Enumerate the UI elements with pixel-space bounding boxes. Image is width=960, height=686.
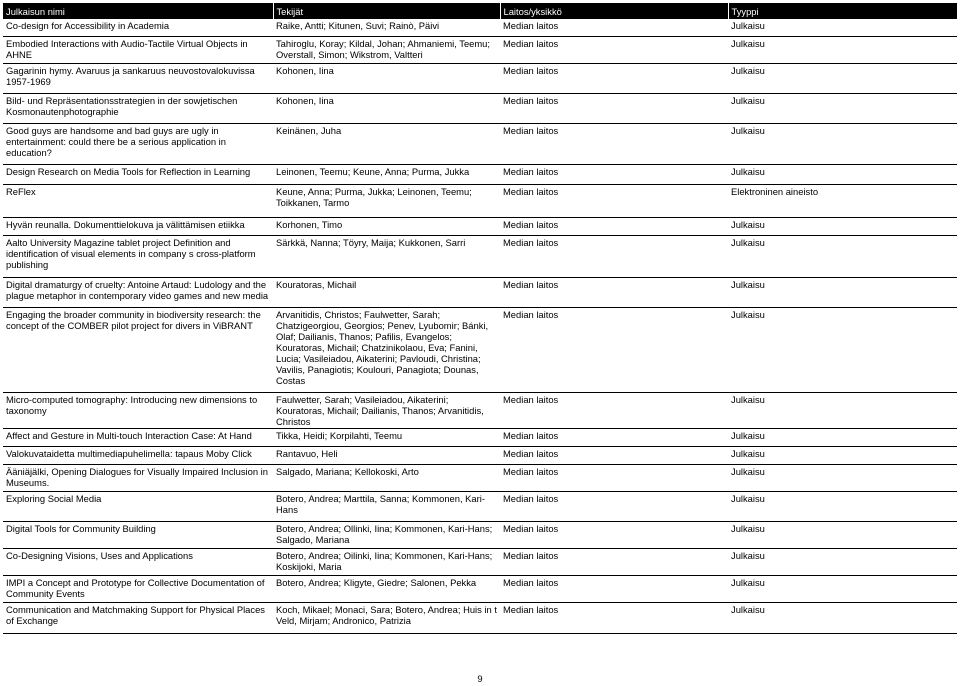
cell-type: Julkaisu — [728, 164, 957, 184]
cell-authors: Rantavuo, Heli — [273, 446, 500, 464]
cell-authors: Tahiroglu, Koray; Kildal, Johan; Ahmaniemi, Teemu; Overstall, Simon; Wikstrom, Valtteri — [273, 36, 500, 63]
cell-title: Communication and Matchmaking Support for Physical Places of Exchange — [3, 602, 273, 633]
header-type: Tyyppi — [728, 3, 957, 19]
table-row — [3, 235, 957, 277]
cell-department: Median laitos — [500, 464, 728, 491]
cell-department: Median laitos — [500, 19, 728, 36]
cell-authors: Koch, Mikael; Monaci, Sara; Botero, Andrea; Huis in t Veld, Mirjam; Andronico, Patrizia — [273, 602, 500, 633]
table-body — [3, 19, 957, 633]
cell-type: Julkaisu — [728, 602, 957, 633]
table-row — [3, 464, 957, 491]
cell-type: Julkaisu — [728, 277, 957, 307]
cell-authors: Salgado, Mariana; Kellokoski, Arto — [273, 464, 500, 491]
cell-authors: Tikka, Heidi; Korpilahti, Teemu — [273, 428, 500, 446]
cell-authors: Keune, Anna; Purma, Jukka; Leinonen, Teemu; Toikkanen, Tarmo — [273, 184, 500, 217]
cell-title: IMPI a Concept and Prototype for Collective Documentation of Community Events — [3, 575, 273, 602]
table-row — [3, 392, 957, 428]
cell-department: Median laitos — [500, 548, 728, 575]
cell-type: Elektroninen aineisto — [728, 184, 957, 217]
table-row — [3, 277, 957, 307]
cell-department: Median laitos — [500, 217, 728, 235]
cell-department: Median laitos — [500, 235, 728, 277]
cell-authors: Botero, Andrea; Oilinki, Iina; Kommonen, Kari-Hans; Koskijoki, Maria — [273, 548, 500, 575]
cell-type: Julkaisu — [728, 19, 957, 36]
cell-department: Median laitos — [500, 36, 728, 63]
table-row — [3, 184, 957, 217]
cell-department: Median laitos — [500, 491, 728, 521]
cell-authors: Arvanitidis, Christos; Faulwetter, Sarah; Chatzigeorgiou, Georgios; Penev, Lyubomir; Bánki, Olaf; Dailianis, Thanos; Pafilis, Evangelos; Kouratoras, Michail; Chatzinikolaou, Eva; Fanini, Lucia; Vasileiadou, Aikaterini; Pavloudi, Christina; Vavilis, Panagiotis; Koulouri, Panagiota; Dounas, Costas — [273, 307, 500, 392]
cell-authors: Raike, Antti; Kitunen, Suvi; Rainò, Päivi — [273, 19, 500, 36]
cell-title: Design Research on Media Tools for Reflection in Learning — [3, 164, 273, 184]
cell-type: Julkaisu — [728, 464, 957, 491]
cell-department: Median laitos — [500, 277, 728, 307]
cell-title: Engaging the broader community in biodiversity research: the concept of the COMBER pilot project for divers in ViBRANT — [3, 307, 273, 392]
cell-title: Co-Designing Visions, Uses and Applications — [3, 548, 273, 575]
cell-department: Median laitos — [500, 428, 728, 446]
cell-type: Julkaisu — [728, 392, 957, 428]
cell-title: Gagarinin hymy. Avaruus ja sankaruus neuvostovalokuvissa 1957-1969 — [3, 63, 273, 93]
table-row — [3, 36, 957, 63]
cell-authors: Leinonen, Teemu; Keune, Anna; Purma, Jukka — [273, 164, 500, 184]
cell-type: Julkaisu — [728, 307, 957, 392]
cell-type: Julkaisu — [728, 235, 957, 277]
cell-department: Median laitos — [500, 521, 728, 548]
cell-title: Good guys are handsome and bad guys are ugly in entertainment: could there be a serious application in education? — [3, 123, 273, 164]
cell-title: Hyvän reunalla. Dokumenttielokuva ja välittämisen etiikka — [3, 217, 273, 235]
cell-authors: Keinänen, Juha — [273, 123, 500, 164]
table-header-row — [3, 3, 957, 19]
cell-title: Co-design for Accessibility in Academia — [3, 19, 273, 36]
cell-department: Median laitos — [500, 446, 728, 464]
cell-department: Median laitos — [500, 123, 728, 164]
cell-authors: Kohonen, Iina — [273, 63, 500, 93]
cell-title: Exploring Social Media — [3, 491, 273, 521]
cell-type: Julkaisu — [728, 63, 957, 93]
table-row — [3, 491, 957, 521]
table-row — [3, 575, 957, 602]
cell-title: Digital Tools for Community Building — [3, 521, 273, 548]
table-row — [3, 548, 957, 575]
cell-title: Aalto University Magazine tablet project Definition and identification of visual elements in company s cross-platform publishing — [3, 235, 273, 277]
cell-type: Julkaisu — [728, 446, 957, 464]
cell-authors: Särkkä, Nanna; Töyry, Maija; Kukkonen, Sarri — [273, 235, 500, 277]
cell-department: Median laitos — [500, 602, 728, 633]
cell-title: Embodied Interactions with Audio-Tactile Virtual Objects in AHNE — [3, 36, 273, 63]
page-number: 9 — [477, 673, 483, 684]
header-title: Julkaisun nimi — [3, 3, 273, 19]
table-row — [3, 307, 957, 392]
table-row — [3, 521, 957, 548]
table-row — [3, 123, 957, 164]
table-row — [3, 602, 957, 633]
cell-department: Median laitos — [500, 307, 728, 392]
cell-department: Median laitos — [500, 93, 728, 123]
cell-title: Valokuvataidetta multimediapuhelimella: tapaus Moby Click — [3, 446, 273, 464]
cell-title: Micro-computed tomography: Introducing new dimensions to taxonomy — [3, 392, 273, 428]
cell-authors: Kouratoras, Michail — [273, 277, 500, 307]
publications-table — [3, 3, 957, 634]
cell-type: Julkaisu — [728, 36, 957, 63]
table-row — [3, 164, 957, 184]
table-row — [3, 446, 957, 464]
cell-department: Median laitos — [500, 575, 728, 602]
header-department: Laitos/yksikkö — [500, 3, 728, 19]
cell-department: Median laitos — [500, 184, 728, 217]
table-row — [3, 19, 957, 36]
cell-type: Julkaisu — [728, 575, 957, 602]
cell-title: Affect and Gesture in Multi-touch Interaction Case: At Hand — [3, 428, 273, 446]
cell-department: Median laitos — [500, 392, 728, 428]
cell-authors: Botero, Andrea; Marttila, Sanna; Kommonen, Kari-Hans — [273, 491, 500, 521]
table-row — [3, 93, 957, 123]
cell-authors: Korhonen, Timo — [273, 217, 500, 235]
cell-type: Julkaisu — [728, 93, 957, 123]
cell-type: Julkaisu — [728, 428, 957, 446]
cell-authors: Kohonen, Iina — [273, 93, 500, 123]
cell-title: Ääniäjälki, Opening Dialogues for Visually Impaired Inclusion in Museums. — [3, 464, 273, 491]
cell-type: Julkaisu — [728, 548, 957, 575]
cell-department: Median laitos — [500, 63, 728, 93]
cell-authors: Botero, Andrea; Ollinki, Iina; Kommonen, Kari-Hans; Salgado, Mariana — [273, 521, 500, 548]
table-row — [3, 63, 957, 93]
cell-title: Digital dramaturgy of cruelty: Antoine Artaud: Ludology and the plague metaphor in contemporary video games and new media — [3, 277, 273, 307]
cell-type: Julkaisu — [728, 123, 957, 164]
cell-authors: Botero, Andrea; Kligyte, Giedre; Salonen, Pekka — [273, 575, 500, 602]
cell-authors: Faulwetter, Sarah; Vasileiadou, Aikaterini; Kouratoras, Michail; Dailianis, Thanos; Arvanitidis, Christos — [273, 392, 500, 428]
cell-type: Julkaisu — [728, 491, 957, 521]
table-row — [3, 428, 957, 446]
cell-title: Bild- und Repräsentationsstrategien in der sowjetischen Kosmonautenphotographie — [3, 93, 273, 123]
cell-type: Julkaisu — [728, 521, 957, 548]
header-authors: Tekijät — [273, 3, 500, 19]
cell-title: ReFlex — [3, 184, 273, 217]
cell-department: Median laitos — [500, 164, 728, 184]
table-row — [3, 217, 957, 235]
cell-type: Julkaisu — [728, 217, 957, 235]
